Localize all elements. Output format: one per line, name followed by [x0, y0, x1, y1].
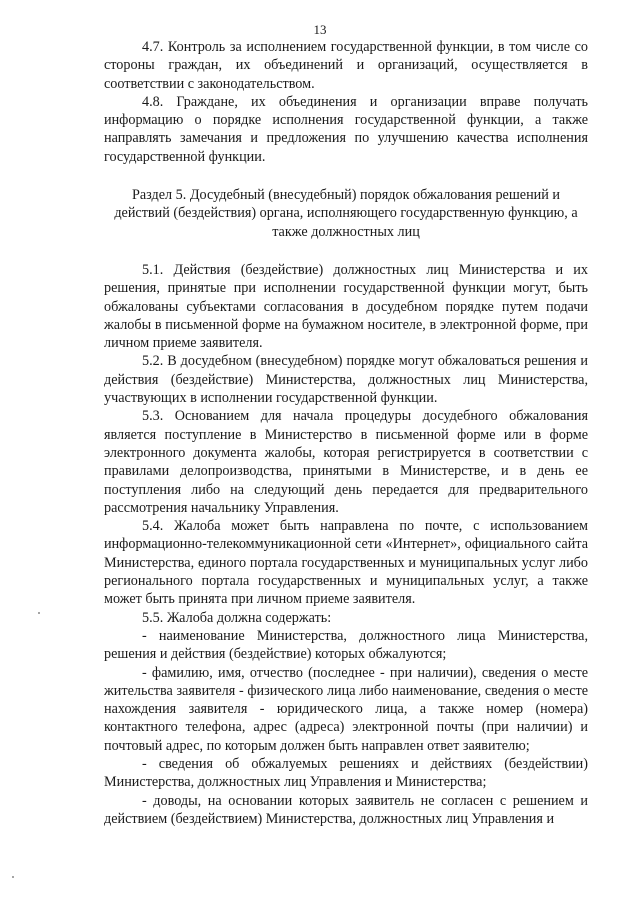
- scan-speck: [12, 876, 14, 878]
- list-item-name-of-ministry: - наименование Министерства, должностного лица Министерства, решения и действия (бездействие) которых обжалуются;: [104, 627, 588, 663]
- paragraph-4-7: 4.7. Контроль за исполнением государственной функции, в том числе со стороны граждан, их объединений и организаций, осуществляется в соответствии с законодательством.: [104, 39, 588, 92]
- section-5-title: Раздел 5. Досудебный (внесудебный) порядок обжалования решений и действий (бездействия) органа, исполняющего государственную функцию, а также должностных лиц: [114, 187, 578, 240]
- list-item-arguments: - доводы, на основании которых заявитель не согласен с решением и действием (бездействием) Министерства, должностных лиц Управления и: [104, 792, 588, 827]
- list-item-applicant-details: - фамилию, имя, отчество (последнее - при наличии), сведения о месте жительства заявителя - физического лица либо наименование, сведения о месте нахождения заявителя - юридического лица, а также номер (номера) контактного телефона, адрес (адреса) электронной почты (при наличии) и почтовый адрес, по которым должен быть направлен ответ заявителю;: [104, 664, 588, 754]
- scan-speck: [38, 612, 40, 614]
- paragraph-5-2: 5.2. В досудебном (внесудебном) порядке могут обжаловаться решения и действия (бездействие) Министерства, должностных лиц Министерства, участвующих в исполнении государственной функции.: [104, 353, 588, 407]
- paragraph-5-3: 5.3. Основанием для начала процедуры досудебного обжалования является поступление в Министерство в письменной форме или в форме электронного документа жалобы, которая регистрируется в соответствии с правилами делопроизводства, принятыми в Министерстве, и в день ее поступления либо на следующий день передается для предварительного рассмотрения начальнику Управления.: [104, 408, 588, 516]
- paragraph-5-5: 5.5. Жалоба должна содержать:: [142, 609, 332, 626]
- document-body: [104, 38, 588, 828]
- paragraph-5-4: 5.4. Жалоба может быть направлена по почте, с использованием информационно-телекоммуникационной сети «Интернет», официального сайта Министерства, единого портала государственных и муниципальных услуг либо регионального портала государственных и муниципальных услуг, а также может быть принята при личном приеме заявителя.: [104, 518, 588, 608]
- paragraph-4-8: 4.8. Граждане, их объединения и организации вправе получать информацию о порядке исполнения государственной функции, а также направлять замечания и предложения по улучшению качества исполнения государственной функции.: [104, 93, 588, 165]
- page-number: 13: [313, 22, 327, 37]
- paragraph-5-1: 5.1. Действия (бездействие) должностных лиц Министерства и их решения, принятые при исполнении государственной функции могут, быть обжалованы субъектами согласования в досудебном порядке путем подачи жалобы в письменной форме на бумажном носителе, в электронной форме, при личном приеме заявителя.: [104, 261, 588, 352]
- list-item-appealed-decisions: - сведения об обжалуемых решениях и действиях (бездействии) Министерства, должностных лиц Управления и Министерства;: [104, 755, 588, 791]
